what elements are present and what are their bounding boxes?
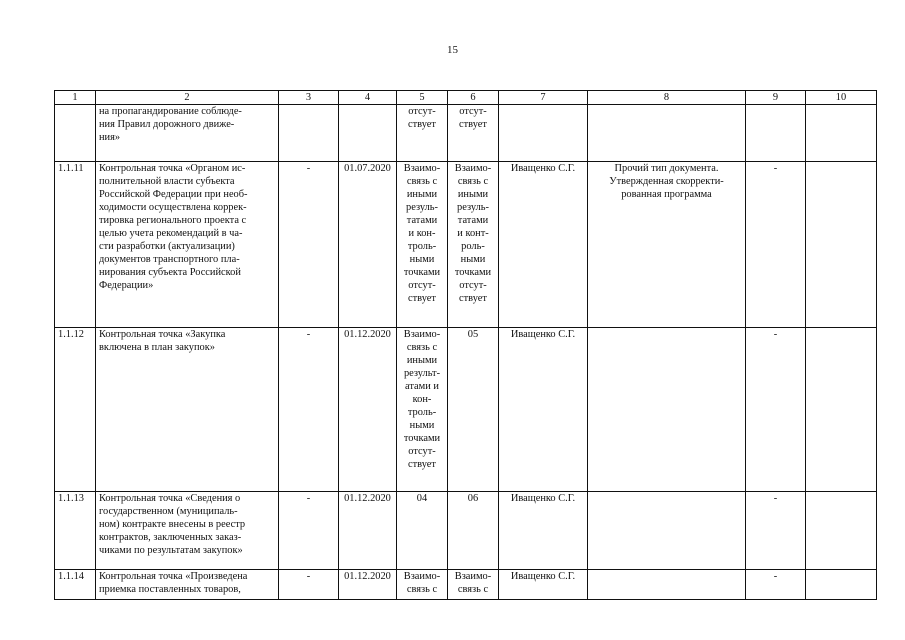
cell-responsible: Иващенко С.Г.	[499, 328, 588, 492]
cell-col-10	[806, 328, 877, 492]
row-number: 1.1.11	[55, 162, 96, 328]
table-row	[55, 570, 877, 600]
cell-col-5: Взаимо- связь с	[397, 570, 448, 600]
header-cell-3: 3	[279, 91, 339, 105]
row-number: 1.1.12	[55, 328, 96, 492]
cell-col-6: Взаимо- связь с	[448, 570, 499, 600]
cell-document-type	[588, 328, 746, 492]
header-cell-2: 2	[96, 91, 279, 105]
cell-col-5: 04	[397, 492, 448, 570]
cell-col-9: -	[746, 570, 806, 600]
control-point-description: Контрольная точка «Сведения о государственном (муниципаль- ном) контракте внесены в реестр контрактов, заключенных заказ- чиками по результатам закупок»	[96, 492, 279, 570]
cell-col-3: -	[279, 570, 339, 600]
control-point-description: Контрольная точка «Закупка включена в план закупок»	[96, 328, 279, 492]
control-point-description: Контрольная точка «Органом ис- полнительной власти субъекта Российской Федерации при необ- ходимости осуществлена коррек- тировка регионального проекта с целью учета рекомендаций в ча- сти разработки (актуализации) документов транспортного пла- нирования субъекта Российской Федерации»	[96, 162, 279, 328]
table-row	[55, 162, 877, 328]
header-cell-4: 4	[339, 91, 397, 105]
cell-document-type: Прочий тип документа. Утвержденная скорректи- рованная программа	[588, 162, 746, 328]
cell-col-10	[806, 570, 877, 600]
cell-date: 01.12.2020	[339, 328, 397, 492]
cell-date: 01.12.2020	[339, 570, 397, 600]
cell-col-3: -	[279, 162, 339, 328]
cell-col-6: 05	[448, 328, 499, 492]
cell-col-3: -	[279, 492, 339, 570]
header-cell-6: 6	[448, 91, 499, 105]
control-points-table	[54, 90, 877, 600]
cell-col-3: -	[279, 328, 339, 492]
cell-col-10	[806, 105, 877, 162]
header-cell-5: 5	[397, 91, 448, 105]
control-point-description: на пропагандирование соблюде- ния Правил дорожного движе- ния»	[96, 105, 279, 162]
table-row	[55, 328, 877, 492]
cell-col-6: отсут- ствует	[448, 105, 499, 162]
cell-col-5: отсут- ствует	[397, 105, 448, 162]
cell-col-10	[806, 492, 877, 570]
header-cell-7: 7	[499, 91, 588, 105]
cell-col-5: Взаимо- связь с иными резуль- татами и кон- троль- ными точками отсут- ствует	[397, 162, 448, 328]
cell-col-9: -	[746, 162, 806, 328]
cell-col-6: 06	[448, 492, 499, 570]
control-point-description: Контрольная точка «Произведена приемка поставленных товаров,	[96, 570, 279, 600]
table-row	[55, 105, 877, 162]
cell-document-type	[588, 105, 746, 162]
cell-date	[339, 105, 397, 162]
table-header-row	[55, 91, 877, 105]
table-row	[55, 492, 877, 570]
header-cell-9: 9	[746, 91, 806, 105]
cell-col-6: Взаимо- связь с иными резуль- татами и конт- роль- ными точками отсут- ствует	[448, 162, 499, 328]
cell-col-10	[806, 162, 877, 328]
cell-responsible	[499, 105, 588, 162]
header-cell-8: 8	[588, 91, 746, 105]
header-cell-10: 10	[806, 91, 877, 105]
cell-col-5: Взаимо- связь с иными результ- атами и кон- троль- ными точками отсут- ствует	[397, 328, 448, 492]
cell-col-9	[746, 105, 806, 162]
cell-date: 01.07.2020	[339, 162, 397, 328]
cell-responsible: Иващенко С.Г.	[499, 492, 588, 570]
page-number: 15	[447, 44, 458, 56]
cell-date: 01.12.2020	[339, 492, 397, 570]
cell-document-type	[588, 492, 746, 570]
header-cell-1: 1	[55, 91, 96, 105]
row-number: 1.1.13	[55, 492, 96, 570]
row-number: 1.1.14	[55, 570, 96, 600]
row-number	[55, 105, 96, 162]
cell-col-9: -	[746, 492, 806, 570]
cell-document-type	[588, 570, 746, 600]
cell-responsible: Иващенко С.Г.	[499, 570, 588, 600]
cell-col-9: -	[746, 328, 806, 492]
cell-responsible: Иващенко С.Г.	[499, 162, 588, 328]
cell-col-3	[279, 105, 339, 162]
